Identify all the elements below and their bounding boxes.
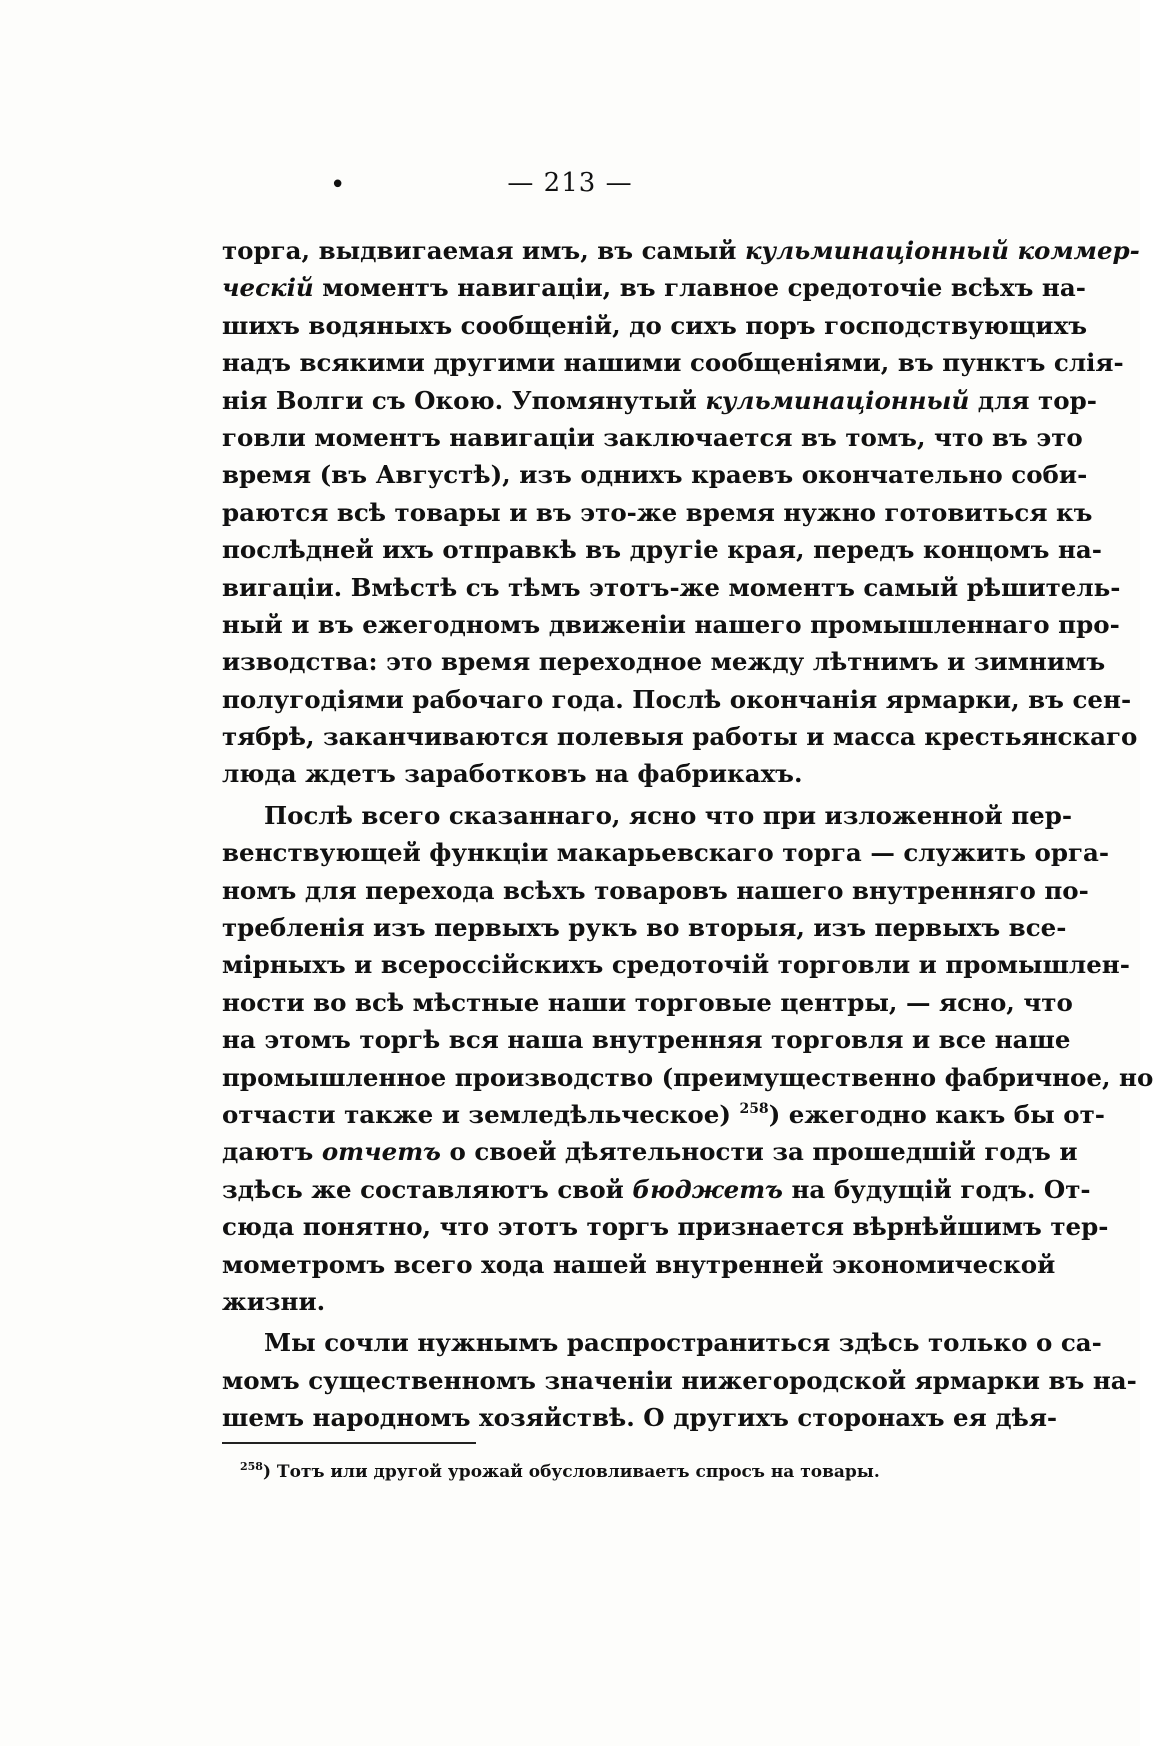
text-run: венствующей функціи макарьевскаго торга — служить орга- — [222, 838, 1110, 868]
text-line — [222, 834, 1110, 871]
text-line — [222, 681, 1132, 718]
text-line — [222, 946, 1130, 983]
text-run: жизни. — [222, 1286, 326, 1316]
italic-text: кульминаціонный — [705, 385, 970, 415]
text-line — [222, 718, 1138, 755]
text-run: ) ежегодно какъ бы от- — [768, 1099, 1105, 1129]
text-run: сюда понятно, что этотъ торгъ признается вѣрнѣйшимъ тер- — [222, 1212, 1109, 1242]
text-run: промышленное производство (преимущественно фабричное, но — [222, 1062, 1153, 1092]
text-line — [222, 232, 1140, 269]
text-line — [222, 1362, 1137, 1399]
text-run: нія Волги съ Окою. Упомянутый — [222, 385, 706, 415]
text-line — [222, 494, 1093, 531]
text-run: требленія изъ первыхъ рукъ во вторыя, изъ первыхъ все- — [222, 913, 1067, 943]
page-number: — 213 — — [507, 168, 633, 198]
text-run: время (въ Августѣ), изъ однихъ краевъ окончательно соби- — [222, 460, 1088, 490]
footnote-text: ) Тотъ или другой урожай обусловливаетъ спросъ на товары. — [262, 1462, 880, 1482]
paragraph — [222, 232, 1140, 793]
page-mark: • — [330, 170, 346, 200]
text-line — [222, 606, 1120, 643]
text-line — [222, 344, 1124, 381]
text-line — [222, 1246, 1056, 1283]
text-line — [222, 569, 1121, 606]
text-run: ности во всѣ мѣстные наши торговые центры, — ясно, что — [222, 987, 1073, 1017]
text-run: послѣдней ихъ отправкѣ въ другіе края, передъ концомъ на- — [222, 535, 1102, 565]
footnote-divider — [222, 1442, 476, 1444]
text-run: шихъ водяныхъ сообщеній, до сихъ поръ господствующихъ — [222, 310, 1087, 340]
text-run: мірныхъ и всероссійскихъ средоточій торговли и промышлен- — [222, 950, 1130, 980]
text-run: на будущій годъ. От- — [782, 1174, 1091, 1204]
text-run: вигаціи. Вмѣстѣ съ тѣмъ этотъ-же моментъ самый рѣшитель- — [222, 572, 1121, 602]
text-run: торга, выдвигаемая имъ, въ самый — [222, 236, 745, 265]
italic-text: ческій — [222, 273, 314, 303]
text-line — [222, 307, 1087, 344]
text-line — [222, 382, 1097, 419]
text-line — [222, 269, 1086, 306]
text-line — [222, 984, 1073, 1021]
text-run: момъ существенномъ значеніи нижегородской ярмарки въ на- — [222, 1365, 1137, 1395]
text-line — [222, 1324, 1102, 1361]
text-run: люда ждетъ заработковъ на фабрикахъ. — [222, 759, 803, 789]
text-run: даютъ — [222, 1137, 322, 1167]
text-run: номъ для перехода всѣхъ товаровъ нашего внутренняго по- — [222, 875, 1089, 905]
text-run: надъ всякими другими нашими сообщеніями, въ пунктъ слія- — [222, 348, 1124, 378]
footnote-marker: 258 — [240, 1460, 263, 1473]
text-line — [222, 456, 1088, 493]
text-run: раются всѣ товары и въ это-же время нужно готовиться къ — [222, 497, 1093, 527]
text-run: изводства: это время переходное между лѣтнимъ и зимнимъ — [222, 647, 1106, 677]
text-run: Мы сочли нужнымъ распространиться здѣсь только о са- — [264, 1328, 1102, 1358]
text-run: о своей дѣятельности за прошедшій годъ и — [440, 1137, 1078, 1167]
text-line — [222, 1059, 1153, 1096]
text-line — [222, 1399, 1058, 1436]
paragraph — [222, 1324, 1137, 1436]
text-line — [222, 1133, 1078, 1170]
text-line — [222, 1096, 1105, 1133]
text-run: тябрѣ, заканчиваются полевыя работы и масса крестьянскаго — [222, 722, 1138, 752]
body-text — [222, 232, 1153, 1437]
text-line — [222, 797, 1073, 834]
text-run: на этомъ торгѣ вся наша внутренняя торговля и все наше — [222, 1025, 1071, 1055]
text-line — [222, 419, 1083, 456]
text-line — [222, 872, 1089, 909]
text-line — [222, 1021, 1071, 1058]
italic-text: кульминаціонный коммер- — [744, 236, 1140, 265]
footnote-reference: 258 — [739, 1100, 769, 1117]
text-run: говли моментъ навигаціи заключается въ томъ, что въ это — [222, 422, 1083, 452]
text-line — [222, 643, 1106, 680]
text-run: мометромъ всего хода нашей внутренней экономической — [222, 1249, 1056, 1279]
text-run: здѣсь же составляютъ свой — [222, 1174, 633, 1204]
text-line — [222, 1208, 1109, 1245]
text-run: моментъ навигаціи, въ главное средоточіе всѣхъ на- — [313, 273, 1086, 303]
text-line — [222, 1283, 984, 1320]
text-line — [222, 531, 1102, 568]
italic-text: отчетъ — [321, 1137, 441, 1167]
text-run: для тор- — [969, 385, 1097, 415]
footnote — [240, 1462, 880, 1482]
text-line — [222, 909, 1067, 946]
text-run: полугодіями рабочаго года. Послѣ окончанія ярмарки, въ сен- — [222, 684, 1132, 714]
italic-text: бюджетъ — [632, 1174, 783, 1204]
paragraph — [222, 797, 1153, 1320]
text-run: Послѣ всего сказаннаго, ясно что при изложенной пер- — [264, 800, 1073, 830]
text-run: ный и въ ежегодномъ движеніи нашего промышленнаго про- — [222, 609, 1120, 639]
text-line — [222, 1171, 1091, 1208]
text-line — [222, 755, 984, 792]
text-run: отчасти также и земледѣльческое) — [222, 1099, 740, 1129]
text-run: шемъ народномъ хозяйствѣ. О другихъ сторонахъ ея дѣя- — [222, 1403, 1058, 1433]
